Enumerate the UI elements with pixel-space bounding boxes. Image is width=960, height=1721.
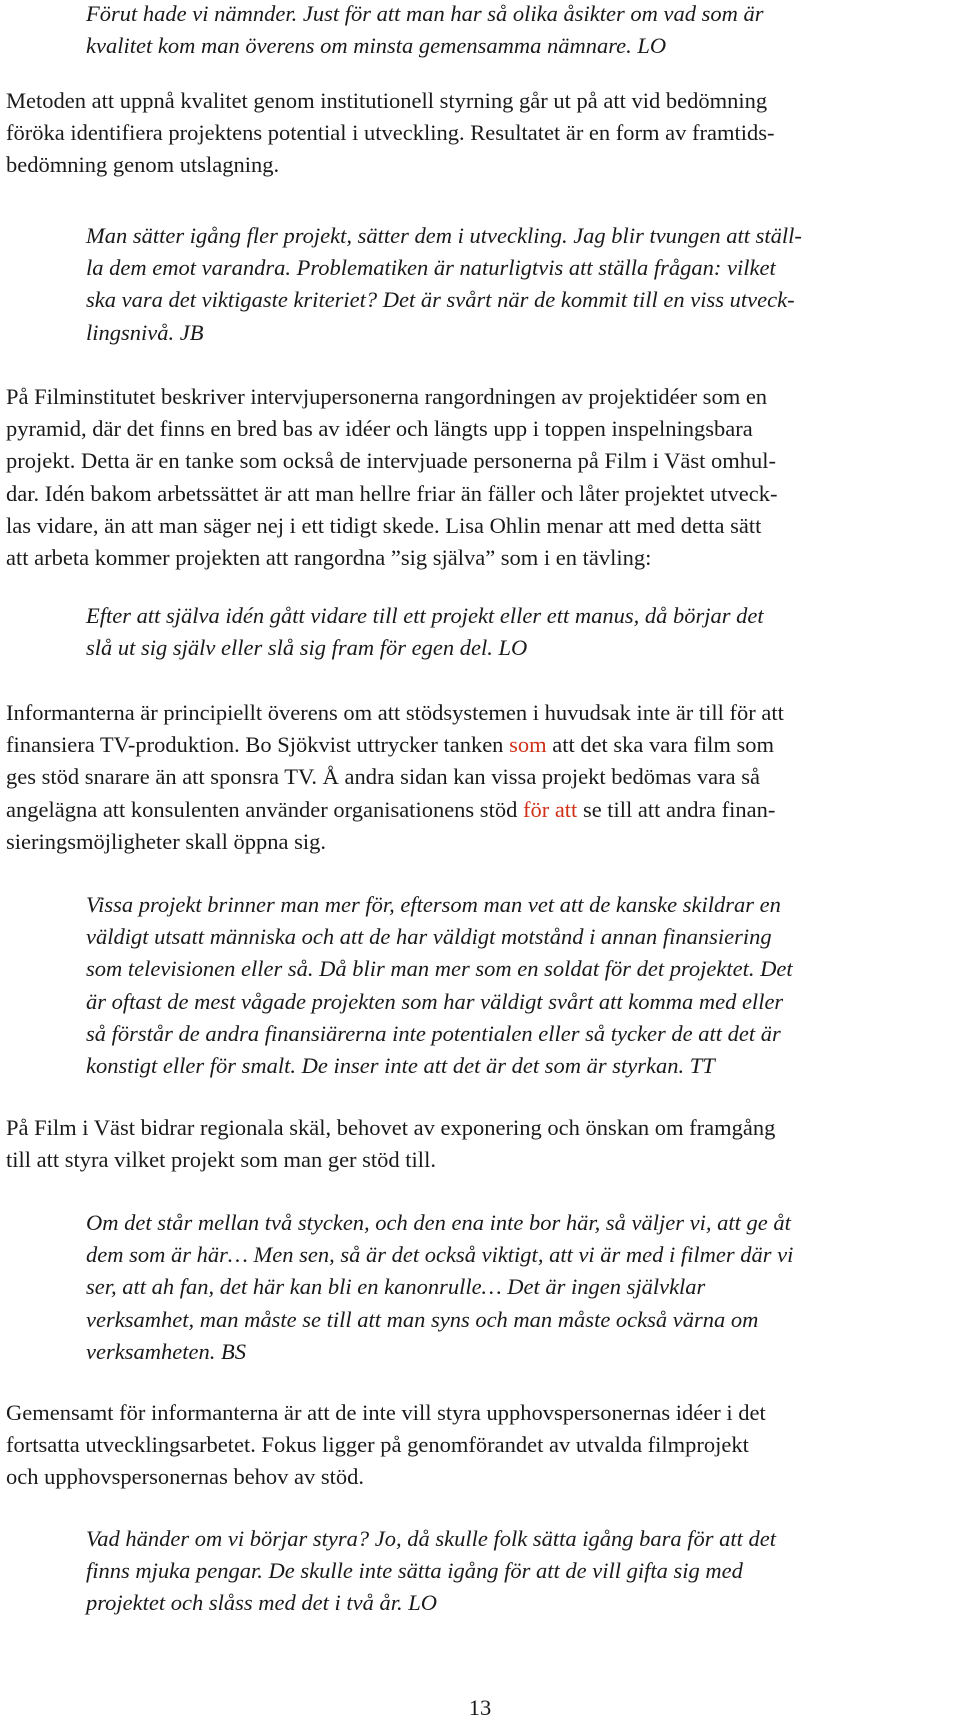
text-line: Man sätter igång fler projekt, sätter dem i utveckling. Jag blir tvungen att ställ- [86,223,802,248]
text-line: Informanterna är principiellt överens om att stödsystemen i huvudsak inte är till för att [6,700,784,725]
text-line: la dem emot varandra. Problematiken är naturligtvis att ställa frågan: vilket [86,255,776,281]
text-line: som televisionen eller så. Då blir man mer som en soldat för det projektet. Det [86,956,793,982]
text-line: dar. Idén bakom arbetssättet är att man hellre friar än fäller och låter projektet utveck- [6,480,778,506]
highlighted-word: som [509,732,547,758]
text-line: och upphovspersonernas behov av stöd. [6,1464,365,1490]
text-line: finns mjuka pengar. De skulle inte sätta igång för att de vill gifta sig med [86,1558,743,1584]
text-segment: angelägna att konsulenten använder organisationens stöd [6,796,518,822]
quote-tt [86,889,948,1082]
text-line: ska vara det viktigaste kriteriet? Det är svårt när de kommit till en viss utveck- [86,287,795,313]
quote-top [86,0,948,62]
paragraph-filminstitutet-pyramid [6,381,946,574]
text-line: Förut hade vi nämnder. Just för att man har så olika åsikter om vad som är [86,1,764,26]
paragraph-tv-production [6,697,946,858]
text-line: Om det står mellan två stycken, och den ena inte bor här, så väljer vi, att ge åt [86,1210,791,1235]
text-line: föröka identifiera projektens potential i utveckling. Resultatet är en form av framtids- [6,120,775,146]
text-line: dem som är här… Men sen, så är det också viktigt, att vi är med i filmer där vi [86,1242,794,1268]
text-line: sieringsmöjligheter skall öppna sig. [6,828,326,854]
text-line [6,794,946,826]
text-line: bedömning genom utslagning. [6,152,280,178]
text-line: pyramid, där det finns en bred bas av idéer och längts upp i toppen inspelningsbara [6,416,753,442]
text-segment: att det ska vara film som [552,732,775,758]
text-line: las vidare, än att man säger nej i ett tidigt skede. Lisa Ohlin menar att med detta sätt [6,512,762,538]
text-line: är oftast de mest vågade projekten som har väldigt svårt att komma med eller [86,988,784,1014]
text-line: att arbeta kommer projekten att rangordna ”sig själva” som i en tävling: [6,545,652,571]
text-line: ges stöd snarare än att sponsra TV. Å andra sidan kan vissa projekt bedömas vara så [6,764,760,790]
quote-lo [86,600,948,664]
text-line: Vad händer om vi börjar styra? Jo, då skulle folk sätta igång bara för att det [86,1526,776,1551]
text-line: verksamhet, man måste se till att man syns och man måste också värna om [86,1306,759,1332]
text-line: slå ut sig själv eller slå sig fram för egen del. LO [86,635,528,661]
text-line: verksamheten. BS [86,1338,246,1364]
highlighted-word: för att [522,796,578,822]
text-line [6,729,946,761]
text-line: konstigt eller för smalt. De inser inte att det är det som är styrkan. TT [86,1053,715,1079]
text-line: På Film i Väst bidrar regionala skäl, behovet av exponering och önskan om framgång [6,1115,776,1140]
text-segment: se till att andra finan- [582,796,776,822]
text-line: Gemensamt för informanterna är att de inte vill styra upphovspersonernas idéer i det [6,1400,766,1425]
text-line: till att styra vilket projekt som man ger stöd till. [6,1147,436,1173]
paragraph-film-i-vast [6,1112,946,1176]
paragraph-institutional-steering [6,85,946,182]
text-line: På Filminstitutet beskriver intervjupersonerna rangordningen av projektidéer som en [6,384,768,409]
text-line: projekt. Detta är en tanke som också de intervjuade personerna på Film i Väst omhul- [6,448,776,474]
text-line: fortsatta utvecklingsarbetet. Fokus ligger på genomförandet av utvalda filmprojekt [6,1432,749,1458]
paragraph-common-ground [6,1397,946,1494]
text-line: Vissa projekt brinner man mer för, eftersom man vet att de kanske skildrar en [86,892,781,917]
text-segment: finansiera TV-produktion. Bo Sjökvist uttrycker tanken [6,732,504,758]
text-line: Metoden att uppnå kvalitet genom institutionell styrning går ut på att vid bedömning [6,88,768,113]
page-number: 13 [468,1695,492,1720]
text-line: kvalitet kom man överens om minsta gemensamma nämnare. LO [86,33,667,59]
text-line: ser, att ah fan, det här kan bli en kanonrulle… Det är ingen självklar [86,1274,706,1300]
quote-bs [86,1207,948,1368]
text-line: projektet och slåss med det i två år. LO [86,1590,438,1616]
text-line: Efter att själva idén gått vidare till ett projekt eller ett manus, då börjar det [86,603,764,628]
quote-lo-2 [86,1523,948,1620]
text-line: lingsnivå. JB [86,319,204,345]
text-line: så förstår de andra finansiärerna inte potentialen eller så tycker de att det är [86,1020,781,1046]
text-line: väldigt utsatt människa och att de har väldigt motstånd i annan finansiering [86,924,772,950]
quote-jb [86,220,948,349]
